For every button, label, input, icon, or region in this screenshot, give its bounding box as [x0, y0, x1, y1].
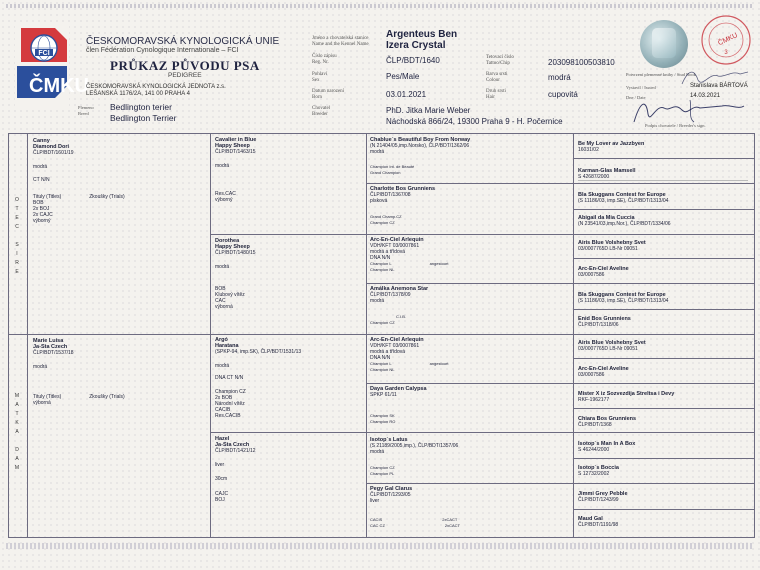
ggp-title-text: Champion L	[370, 361, 392, 366]
gp-title: výborný	[215, 197, 233, 203]
sex-label	[312, 72, 327, 84]
g4-cell	[578, 316, 752, 332]
side-letter: R	[15, 260, 19, 266]
breeder-address: Náchodská 866/24, 19300 Praha 9 - H. Počernice	[386, 117, 563, 126]
hologram-inner	[652, 28, 676, 58]
fci-logo-text: FCI	[38, 50, 50, 57]
ggp-ct: DNA N/N	[370, 255, 391, 261]
g4-cell	[578, 516, 752, 532]
doc-subtitle: PEDIGREE	[168, 72, 202, 79]
grid-g4-7	[573, 458, 754, 459]
grandparent-cell	[215, 238, 363, 332]
grid-g4-3	[573, 258, 754, 259]
g4-name: Abigail da Mia Cuccia	[578, 215, 635, 221]
titles-label: Tituly (Titles)	[33, 194, 62, 200]
grandparent-cell	[215, 137, 363, 232]
g4-cell	[578, 465, 752, 481]
g4-name: Chiara Bos Grunniens	[578, 416, 637, 422]
side-letter: M	[14, 393, 20, 399]
g4-name: Arc-En-Ciel Aveline	[578, 366, 629, 372]
breed-cz: Bedlington terier	[110, 102, 172, 112]
studbook-label: Potvrzení plemenné knihy / Stud Book	[626, 72, 696, 77]
org-sub: člen Fédération Cynologique Internationale – FCI	[86, 47, 239, 54]
g4-cell	[578, 491, 752, 507]
ggp-title: Champion CZ	[370, 320, 395, 325]
g4-cell	[578, 240, 752, 256]
side-letter: D	[15, 447, 19, 453]
ggp-name: Amálka Anemona Star	[370, 286, 429, 292]
side-letter: M	[14, 465, 20, 471]
ggp-name: Arc-En-Ciel Arlequin	[370, 337, 424, 343]
g4-reg: 03/0007586	[578, 372, 605, 378]
g4-cell	[578, 366, 752, 382]
ggp-reg: SPKP 61/11	[370, 392, 397, 398]
grid-col-2	[210, 133, 211, 538]
ggp-ct: DNA N/N	[370, 355, 391, 361]
ggp-cell	[370, 286, 570, 332]
dam-name-1: Marie Luisa	[33, 338, 64, 344]
g4-cell	[578, 215, 752, 231]
breed-label	[78, 105, 94, 117]
grid-ggp-4	[366, 483, 754, 484]
sire-title: výborný	[33, 218, 51, 224]
grid-col-4	[573, 133, 574, 538]
grandparent-cell	[215, 436, 363, 534]
ggp-reg: VDH/KFT 03/0007861	[370, 343, 420, 349]
g4-name: Arc-En-Ciel Aveline	[578, 266, 629, 272]
gp-reg: ČLP/BDT/1421/12	[215, 448, 256, 454]
gp-color: modrá	[215, 363, 230, 369]
ggp-title: Champion NL	[370, 367, 395, 372]
grid-g4-5	[573, 358, 754, 359]
sire-title: BOB	[33, 200, 44, 206]
reg-label-cz: Číslo zápisu	[312, 54, 337, 59]
name-label-cz: Jméno a chovatelská stanice	[312, 36, 369, 41]
gp-title: CAC	[215, 298, 226, 304]
ggp-cell	[370, 186, 570, 232]
grid-ggp-3	[366, 383, 754, 384]
sex-label-cz: Pohlaví	[312, 72, 328, 77]
sire-title: 2x CAJC	[33, 212, 53, 218]
g4-reg: S 46244/2000	[578, 447, 610, 453]
chip-no: 203098100503810	[548, 58, 615, 67]
gp-name-2: Happy Sheep	[215, 143, 250, 149]
svg-text:ČMKU: ČMKU	[29, 75, 89, 97]
ggp-color: modrá	[370, 449, 385, 455]
gp-reg: ČLP/BDT/1480/15	[215, 250, 256, 256]
dob-label-cz: Datum narození	[312, 89, 345, 94]
ggp-title: Champion CZ	[370, 220, 395, 225]
g4-cell	[578, 416, 752, 432]
sire-title: 2x BOJ	[33, 206, 50, 212]
side-letter	[13, 232, 21, 241]
ggp-cell	[370, 437, 570, 482]
ggp-title-text: CACIS	[370, 517, 383, 522]
ggp-cell	[370, 137, 570, 182]
g4-name: Airis Blue Volshebny Svet	[578, 340, 646, 346]
breed-en: Bedlington Terrier	[110, 113, 177, 123]
grid-g4-6	[573, 408, 754, 409]
dob-label-en: Born	[312, 95, 322, 100]
grid-gp-1	[210, 234, 754, 235]
ggp-reg: ČLP/BDT/1367/08	[370, 192, 411, 198]
ggp-extra: 2xCACT	[444, 523, 461, 528]
exams-label: Zkoušky (Trials)	[89, 194, 125, 200]
ggp-name: Arc-En-Ciel Arlequin	[370, 237, 424, 243]
stamp	[700, 14, 752, 66]
sire-side-label	[13, 196, 21, 277]
ggp-cell	[370, 486, 570, 534]
dob-label	[312, 89, 344, 101]
ggp-title: Champion SK	[370, 413, 395, 418]
dam-side-label	[13, 392, 21, 473]
ggp-reg: ČLP/BDT/1293/05	[370, 492, 411, 498]
signature-stamp	[630, 96, 750, 126]
g4-reg: ČLP/BDT/1191/98	[578, 522, 619, 528]
g4-cell	[578, 168, 752, 184]
doc-title: PRŮKAZ PŮVODU PSA	[110, 58, 260, 73]
g4-name: Enid Bos Grunniens	[578, 316, 631, 322]
ggp-color: modrá a třídová	[370, 249, 406, 255]
dog-name-2: Izera Crystal	[386, 40, 446, 51]
side-letter: K	[15, 420, 19, 426]
g4-reg: ČLP/BDT/1368	[578, 422, 612, 428]
grid-bottom	[8, 537, 754, 538]
g4-cell	[578, 192, 752, 208]
reg-label	[312, 54, 337, 66]
issue-date-label: Dne / Date	[626, 95, 646, 100]
ggp-cell	[370, 237, 570, 282]
g4-name: Isotop´s Man In A Box	[578, 441, 636, 447]
g4-reg: 03/0007586	[578, 272, 605, 278]
g4-name: Bla Skuggans Contest for Europe	[578, 192, 666, 198]
ggp-cell	[370, 386, 570, 432]
grid-mid	[8, 334, 754, 335]
ggp-color: liver	[370, 498, 380, 504]
ggp-title: Champion RO	[370, 419, 396, 424]
gp-name-1: Dorothea	[215, 238, 240, 244]
breeder-name: PhD. Jitka Marie Weber	[386, 106, 471, 115]
exams-label: Zkoušky (Trials)	[89, 394, 125, 400]
gp-title: CACIB	[215, 407, 231, 413]
g4-reg: ČLP/BDT/1243/99	[578, 497, 619, 503]
ggp-extra: angestoort	[429, 361, 449, 366]
g4-reg: (N 23541/03,imp.Nor.), ČLP/BDT/1334/06	[578, 221, 671, 227]
ggp-title: Champion Int. de Beauté	[370, 164, 415, 169]
sex: Pes/Male	[386, 72, 420, 81]
ggp-name: Chablue´s Beautiful Boy From Norway	[370, 137, 471, 143]
gp-title: Res.CAC	[215, 191, 236, 197]
dog-name-1: Argenteus Ben	[386, 29, 458, 40]
ggp-name: Daya Garden Calypsa	[370, 386, 427, 392]
sire-cell	[33, 138, 208, 332]
gp-reg: (SPKP-94, imp.SK), ČLP/BDT/1531/13	[215, 349, 302, 355]
g4-cell	[578, 266, 752, 282]
org-name: ČESKOMORAVSKÁ KYNOLOGICKÁ UNIE	[86, 36, 280, 47]
gp-title: Res.CACIB	[215, 413, 241, 419]
ggp-title: Grand Champion	[370, 170, 401, 175]
ggp-cell	[370, 337, 570, 382]
gp-title: Champion CZ	[215, 389, 246, 395]
g4-reg: S 42687/2000	[578, 174, 610, 180]
gp-reg: ČLP/BDT/1463/15	[215, 149, 256, 155]
sex-label-en: Sex	[312, 78, 320, 83]
g4-cell	[578, 441, 752, 457]
gp-color: modrá	[215, 264, 230, 270]
side-letter: E	[15, 269, 19, 275]
reg-no: ČLP/BDT/1640	[386, 56, 440, 65]
breeder-sign-label: Podpis chovatele / Breeder's sign.	[645, 123, 706, 128]
gp-color: liver	[215, 462, 225, 468]
ggp-color: modrá	[370, 298, 385, 304]
ggp-extra: angestoort	[429, 261, 449, 266]
g4-reg: 03/0007765D LB-Nr 09051	[578, 346, 638, 352]
issuer-address: LEŠANSKÁ 1176/2A, 141 00 PRAHA 4	[86, 91, 190, 97]
gp-title: výborná	[215, 304, 233, 310]
coat: cupovitá	[548, 90, 578, 99]
gp-name-2: Haratana	[215, 343, 239, 349]
coat-label	[486, 89, 506, 101]
gp-title: Národní vítěz	[215, 401, 245, 407]
sire-name-2: Diamond Dori	[33, 144, 70, 150]
g4-reg: 16031/02	[578, 147, 599, 153]
grid-ggp-2	[366, 283, 754, 284]
side-letter: O	[15, 197, 19, 203]
sire-ct: CT N/N	[33, 177, 50, 183]
name-label-en: Name and the Kennel Name	[312, 42, 369, 47]
ggp-reg: ČLP/BDT/1378/09	[370, 292, 411, 298]
gp-name-1: Hazel	[215, 436, 230, 442]
g4-name: Be My Lover av Jazzbyen	[578, 141, 645, 147]
chip-label-en: Tattoo/Chip	[486, 61, 510, 66]
g4-cell	[578, 340, 752, 356]
ggp-title	[370, 523, 570, 529]
g4-reg: S 12732/2002	[578, 471, 610, 477]
coat-label-en: Hair	[486, 95, 495, 100]
ggp-name: Isotop´s Latus	[370, 437, 408, 443]
reg-label-en: Reg. Nr.	[312, 60, 329, 65]
name-label	[312, 36, 369, 48]
gp-title: Klubový vítěz	[215, 292, 245, 298]
gp-title: CAJC	[215, 491, 229, 497]
breeder-label	[312, 106, 330, 118]
dam-reg: ČLP/BDT/1537/18	[33, 350, 74, 356]
stamp-text: ČMKU	[717, 32, 739, 48]
ggp-title: Grand Champ.CZ	[370, 214, 402, 219]
breeder-label-en: Breeder	[312, 112, 328, 117]
gp-extra: 30cm	[215, 476, 228, 482]
gp-title: BOJ	[215, 497, 225, 503]
sire-reg: ČLP/BDT/1601/19	[33, 150, 74, 156]
color-label	[486, 72, 508, 84]
g4-name: Karman-Glas Mamsell	[578, 168, 636, 174]
gp-name-1: Argó	[215, 337, 228, 343]
grandparent-cell	[215, 337, 363, 431]
ggp-title: C.I.B.	[396, 314, 407, 319]
g4-cell	[578, 391, 752, 407]
g4-cell	[578, 141, 752, 157]
side-letter: S	[15, 242, 19, 248]
g4-name: Maud Gal	[578, 516, 603, 522]
dam-name-2: Ja-Sta Czech	[33, 344, 68, 350]
ggp-name: Pegy Gal Clarus	[370, 486, 413, 492]
gp-name-2: Happy Sheep	[215, 244, 250, 250]
sire-name-1: Canny	[33, 138, 50, 144]
issued-by: Stanislava BÁRTOVÁ	[690, 83, 748, 89]
grid-g4-2	[573, 209, 754, 210]
ggp-reg: (S 21189/2005,imp.), ČLP/BDT/1357/06	[370, 443, 459, 449]
g4-name: Mister X iz Sozvezdija Streltsa i Devy	[578, 391, 675, 397]
ggp-color: písková	[370, 198, 388, 204]
side-letter: T	[15, 411, 19, 417]
side-letter: T	[15, 206, 19, 212]
ggp-title: Champion CZ	[370, 465, 395, 470]
side-letter: C	[15, 224, 19, 230]
dob: 03.01.2021	[386, 90, 427, 99]
grid-g4-4	[573, 309, 754, 310]
g4-reg: RKF-1962177	[578, 397, 610, 403]
ggp-title: Champion NL	[370, 267, 395, 272]
side-letter: A	[15, 402, 19, 408]
chip-label-cz: Tetovací číslo	[486, 55, 514, 60]
color-label-en: Colour	[486, 78, 500, 83]
g4-name: Isotop´s Boccia	[578, 465, 619, 471]
gp-name-1: Cavalier in Blue	[215, 137, 257, 143]
ggp-reg: (N 21404/05,imp.Norsko), ČLP/BDT/1362/06	[370, 143, 470, 149]
breed-label-cz: Plemeno	[78, 105, 94, 110]
side-letter	[13, 437, 21, 446]
grid-g4-1	[573, 158, 754, 159]
ggp-title-text: Champion L	[370, 261, 392, 266]
grid-left	[8, 133, 9, 538]
ggp-title-text: CAC CZ	[370, 523, 385, 528]
grid-gp-2	[210, 432, 754, 433]
g4-name: Airis Blue Volshebny Svet	[578, 240, 646, 246]
ggp-extra: 2xCACT	[442, 517, 458, 522]
color-label-cz: Barva srsti	[486, 72, 508, 77]
g4-name: Bla Skuggans Contest for Europe	[578, 292, 666, 298]
chip-label	[486, 55, 514, 67]
gp-color: modrá	[215, 163, 230, 169]
gp-title: 2x BOB	[215, 395, 233, 401]
signature-issued	[680, 66, 750, 90]
ggp-name: Charlotte Bos Grunniens	[370, 186, 436, 192]
grid-right	[754, 133, 755, 538]
side-letter: E	[15, 215, 19, 221]
g4-reg: (S 11186/03, imp.SE), ČLP/BDT/1313/04	[578, 198, 669, 204]
issuer-name: ČESKOMORAVSKÁ KYNOLOGICKÁ JEDNOTA z.s.	[86, 84, 226, 90]
ggp-color: modrá	[370, 149, 385, 155]
color: modrá	[548, 73, 571, 82]
stamp-number: 3	[724, 50, 728, 56]
top-border	[6, 4, 754, 8]
g4-reg: ČLP/BDT/1318/06	[578, 322, 619, 328]
issue-date: 14.03.2021	[690, 93, 721, 99]
grid-g4-8	[573, 509, 754, 510]
g4-cell	[578, 292, 752, 308]
grid-col-3	[366, 133, 367, 538]
g4-reg: (S 11186/03, imp.SE), ČLP/BDT/1313/04	[578, 298, 669, 304]
ggp-title: Champion PL	[370, 471, 395, 476]
side-letter: I	[16, 251, 18, 257]
gp-title: BOB	[215, 286, 226, 292]
dam-cell	[33, 338, 208, 534]
dam-color: modrá	[33, 364, 48, 370]
grid-top	[8, 133, 754, 134]
gp-ct: DNA CT N/N	[215, 375, 244, 381]
titles-label: Tituly (Titles)	[33, 394, 62, 400]
side-letter: A	[15, 429, 19, 435]
dam-title: výborná	[33, 400, 51, 406]
breeder-label-cz: Chovatel	[312, 106, 331, 111]
bottom-border	[6, 543, 754, 549]
side-letter: A	[15, 456, 19, 462]
coat-label-cz: Druh srsti	[486, 89, 506, 94]
grid-col-1	[27, 133, 28, 538]
g4-name: Jimmi Grey Pebble	[578, 491, 628, 497]
g4-reg: 03/0007765D LB-Nr 09051	[578, 246, 638, 252]
issued-by-label: Vystavil / Issued	[626, 85, 656, 90]
breed-label-en: Breed	[78, 111, 89, 116]
ggp-color: modrá a třídová	[370, 349, 406, 355]
ggp-reg: VDH/KFT 03/0007861	[370, 243, 420, 249]
gp-name-2: Ja-Sta Czech	[215, 442, 250, 448]
sire-color: modrá	[33, 164, 48, 170]
